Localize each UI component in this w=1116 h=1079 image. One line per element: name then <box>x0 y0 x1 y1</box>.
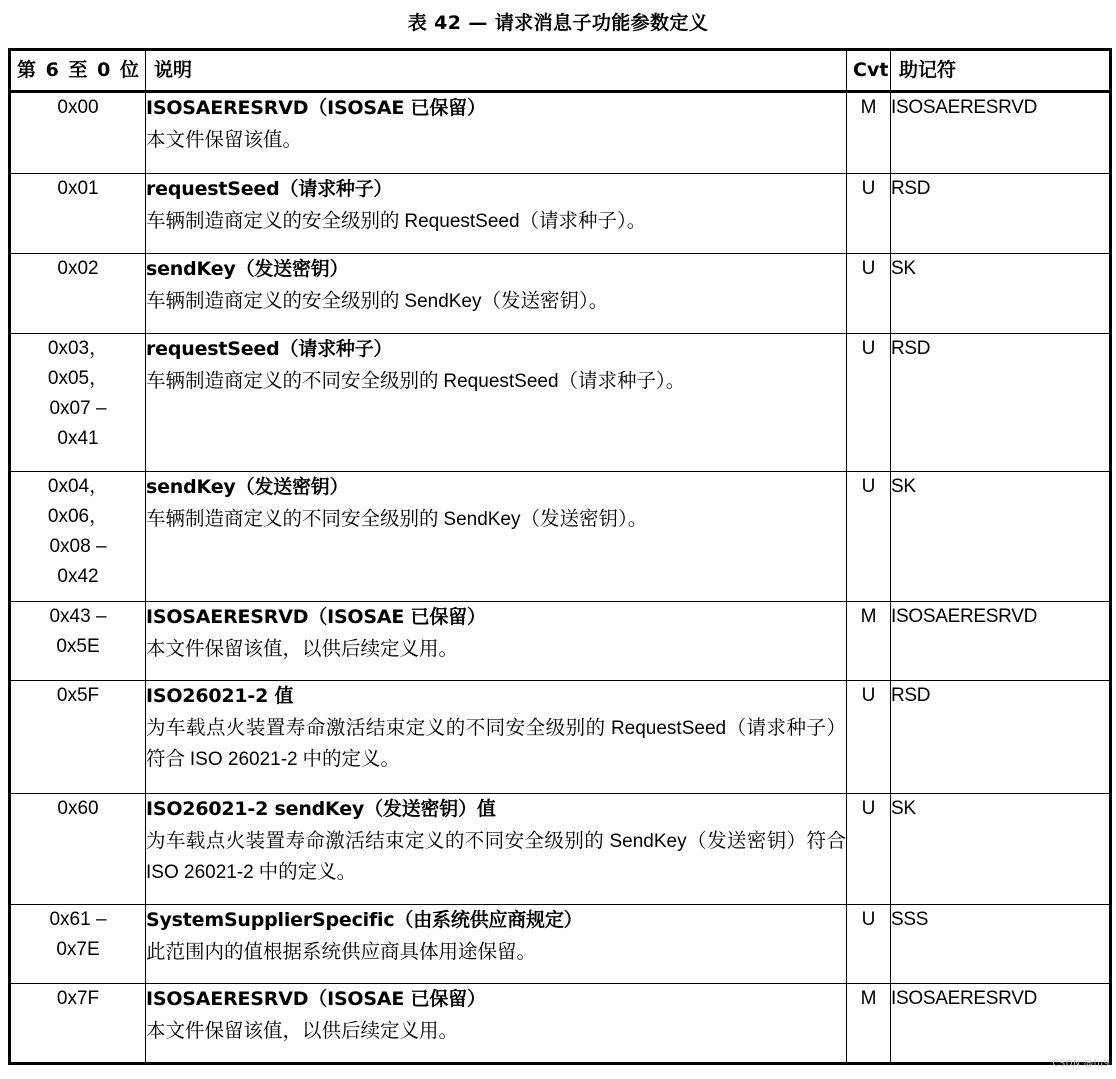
bits-line: 0x60 <box>57 798 99 819</box>
bits-line: 0x05， <box>47 368 109 389</box>
table-body <box>10 92 1111 1064</box>
cell-bits <box>10 92 146 174</box>
bits-line: 0x04， <box>47 476 109 497</box>
bits-line: 0x5F <box>56 685 100 706</box>
description-body: 车辆制造商定义的不同安全级别的 RequestSeed（请求种子）。 <box>146 371 686 392</box>
table-row <box>10 472 1111 602</box>
cell-mnemonic: RSD <box>891 334 1111 472</box>
cell-description <box>146 174 847 254</box>
cell-cvt: U <box>847 254 891 334</box>
description-term: requestSeed（请求种子） <box>146 178 393 200</box>
bits-line: 0x41 <box>57 428 99 449</box>
cell-cvt: U <box>847 794 891 905</box>
table-head <box>10 50 1111 92</box>
description-term: ISO26021-2 值 <box>146 685 294 707</box>
cell-mnemonic: ISOSAERESRVD <box>891 602 1111 681</box>
cell-cvt: U <box>847 174 891 254</box>
cell-mnemonic: SSS <box>891 905 1111 984</box>
description-term: ISOSAERESRVD（ISOSAE 已保留） <box>146 606 486 628</box>
cell-mnemonic: SK <box>891 254 1111 334</box>
cell-description <box>146 254 847 334</box>
cell-bits <box>10 905 146 984</box>
description-body: 车辆制造商定义的安全级别的 SendKey（发送密钥）。 <box>146 291 609 312</box>
description-body: 本文件保留该值，以供后续定义用。 <box>146 1021 459 1042</box>
cell-bits <box>10 602 146 681</box>
cell-mnemonic: ISOSAERESRVD <box>891 92 1111 174</box>
cell-bits <box>10 254 146 334</box>
table-row <box>10 681 1111 794</box>
cell-description <box>146 984 847 1064</box>
column-header-cvt: Cvt <box>847 50 891 92</box>
spec-table-container <box>8 48 1109 1065</box>
cell-cvt: U <box>847 681 891 794</box>
table-header-row <box>10 50 1111 92</box>
subfunction-parameter-table <box>8 48 1112 1065</box>
cell-cvt: U <box>847 905 891 984</box>
cell-bits <box>10 984 146 1064</box>
column-header-description: 说明 <box>146 50 847 92</box>
table-row <box>10 334 1111 472</box>
cell-bits <box>10 174 146 254</box>
description-term: sendKey（发送密钥） <box>146 258 349 280</box>
cell-cvt: M <box>847 602 891 681</box>
column-header-mnemonic: 助记符 <box>891 50 1111 92</box>
cell-bits <box>10 794 146 905</box>
table-row <box>10 794 1111 905</box>
table-row <box>10 92 1111 174</box>
cell-cvt: M <box>847 984 891 1064</box>
bits-line: 0x43 – <box>49 606 107 627</box>
description-body: 此范围内的值根据系统供应商具体用途保留。 <box>146 942 537 963</box>
description-body: 本文件保留该值。 <box>146 130 303 151</box>
table-row <box>10 174 1111 254</box>
bits-line: 0x7E <box>56 939 100 960</box>
description-body: 车辆制造商定义的安全级别的 RequestSeed（请求种子）。 <box>146 211 647 232</box>
description-body: 为车载点火装置寿命激活结束定义的不同安全级别的 RequestSeed（请求种子）符合 ISO 26021-2 中的定义。 <box>146 718 846 770</box>
table-row <box>10 602 1111 681</box>
bits-line: 0x5E <box>56 636 100 657</box>
bits-line: 0x42 <box>57 566 99 587</box>
bits-line: 0x00 <box>57 97 99 118</box>
bits-line: 0x06， <box>47 506 109 527</box>
bits-line: 0x08 – <box>49 536 107 557</box>
cell-mnemonic: RSD <box>891 174 1111 254</box>
cell-description <box>146 602 847 681</box>
cell-cvt: U <box>847 334 891 472</box>
table-row <box>10 905 1111 984</box>
table-row <box>10 254 1111 334</box>
cell-description <box>146 472 847 602</box>
cell-bits <box>10 681 146 794</box>
cell-mnemonic: ISOSAERESRVD <box>891 984 1111 1064</box>
description-term: SystemSupplierSpecific（由系统供应商规定） <box>146 909 583 931</box>
bits-line: 0x7F <box>56 988 100 1009</box>
page-title: 表 42 — 请求消息子功能参数定义 <box>407 12 709 34</box>
watermark: CSDN @fu9 <box>1052 1059 1110 1069</box>
cell-description <box>146 92 847 174</box>
cell-mnemonic: RSD <box>891 681 1111 794</box>
bits-line: 0x07 – <box>49 398 107 419</box>
cell-mnemonic: SK <box>891 472 1111 602</box>
table-row <box>10 984 1111 1064</box>
description-term: requestSeed（请求种子） <box>146 338 393 360</box>
description-term: ISOSAERESRVD（ISOSAE 已保留） <box>146 97 486 119</box>
description-term: ISO26021-2 sendKey（发送密钥）值 <box>146 798 496 820</box>
cell-bits <box>10 334 146 472</box>
description-term: ISOSAERESRVD（ISOSAE 已保留） <box>146 988 486 1010</box>
description-term: sendKey（发送密钥） <box>146 476 349 498</box>
bits-line: 0x61 – <box>49 909 107 930</box>
cell-description <box>146 794 847 905</box>
bits-line: 0x03， <box>47 338 109 359</box>
cell-description <box>146 905 847 984</box>
cell-description <box>146 334 847 472</box>
bits-line: 0x02 <box>57 258 99 279</box>
description-body: 车辆制造商定义的不同安全级别的 SendKey（发送密钥）。 <box>146 509 648 530</box>
cell-cvt: M <box>847 92 891 174</box>
cell-description <box>146 681 847 794</box>
cell-mnemonic: SK <box>891 794 1111 905</box>
column-header-bits: 第 6 至 0 位 <box>10 50 146 92</box>
description-body: 为车载点火装置寿命激活结束定义的不同安全级别的 SendKey（发送密钥）符合 ISO 26021-2 中的定义。 <box>146 831 846 883</box>
bits-line: 0x01 <box>57 178 99 199</box>
cell-cvt: U <box>847 472 891 602</box>
cell-bits <box>10 472 146 602</box>
description-body: 本文件保留该值，以供后续定义用。 <box>146 639 459 660</box>
